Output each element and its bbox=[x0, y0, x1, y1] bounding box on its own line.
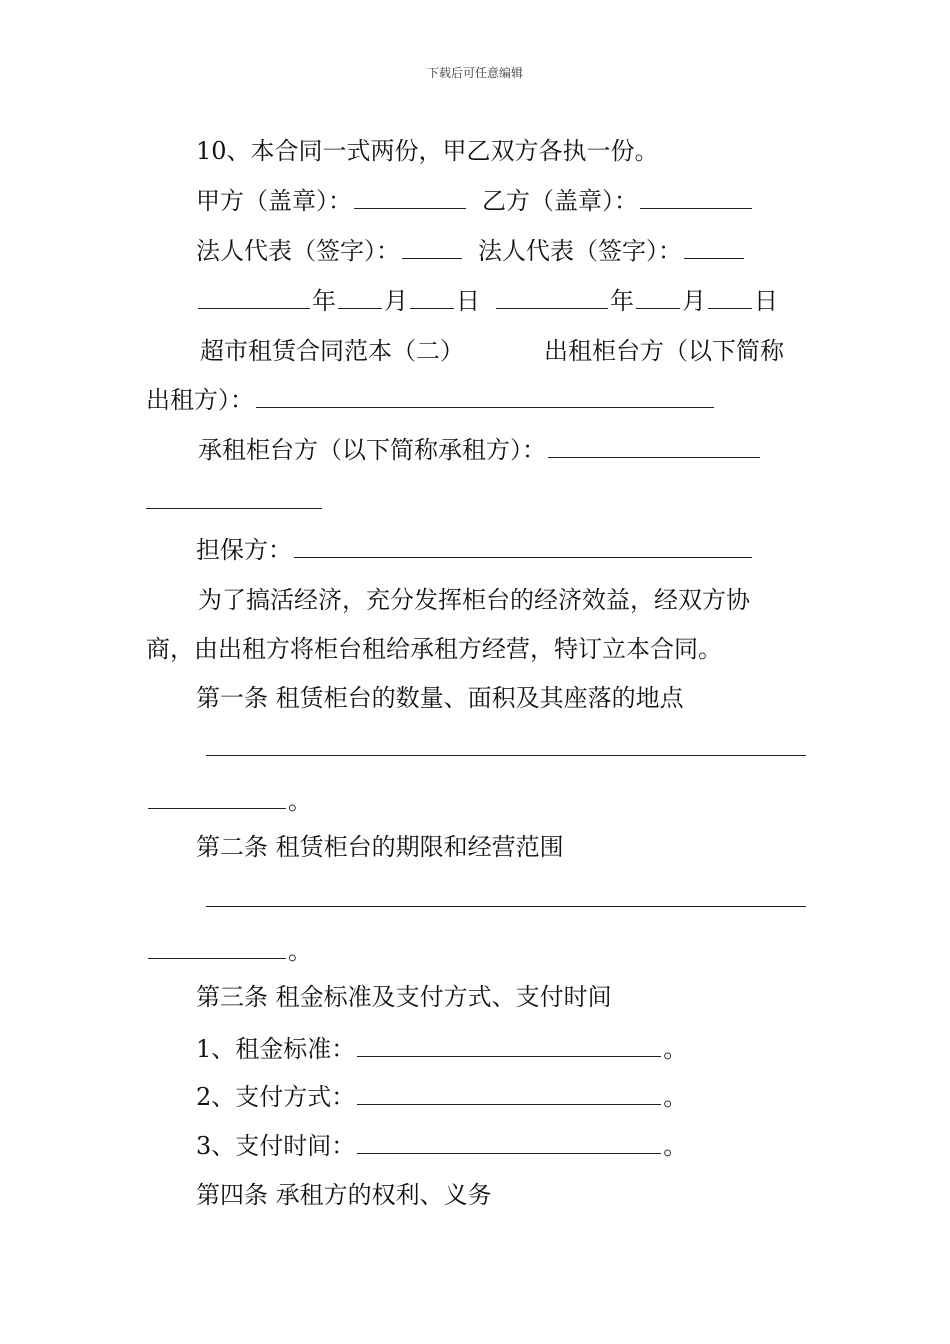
article-1-blank-cont bbox=[148, 786, 286, 809]
month-a-blank bbox=[338, 286, 382, 309]
day-a-label: 日 bbox=[456, 287, 480, 315]
preamble-line-2: 商，由出租方将柜台租给承租方经营，特订立本合同。 bbox=[146, 635, 722, 663]
article-2-period: 。 bbox=[288, 937, 312, 965]
year-a-blank bbox=[198, 286, 310, 309]
page-header-note: 下载后可任意编辑 bbox=[426, 66, 523, 80]
party-a-seal-label: 甲方（盖章）： bbox=[196, 187, 352, 215]
date-line bbox=[196, 286, 778, 316]
lessee-line bbox=[198, 435, 762, 465]
title-two: 超市租赁合同范本（二） bbox=[200, 337, 464, 365]
item-2-blank bbox=[357, 1082, 661, 1105]
month-b-blank bbox=[636, 286, 680, 309]
seal-line bbox=[196, 186, 754, 216]
party-b-seal-blank bbox=[640, 186, 752, 209]
article-2-blank bbox=[206, 906, 806, 907]
item-3-blank bbox=[357, 1131, 661, 1154]
year-b-label: 年 bbox=[610, 287, 634, 315]
article-2-blank-end bbox=[146, 936, 312, 966]
article-1-period: 。 bbox=[288, 787, 312, 815]
item-3-line bbox=[196, 1131, 687, 1161]
article-1-blank bbox=[206, 755, 806, 756]
item-1-line bbox=[196, 1034, 687, 1064]
legal-rep-a-blank bbox=[402, 236, 462, 259]
article-1-blank-end bbox=[146, 786, 312, 816]
party-a-seal-blank bbox=[354, 186, 466, 209]
item-1-blank bbox=[357, 1034, 661, 1057]
lessor-blank bbox=[256, 385, 714, 408]
lessor-label: 出租方）： bbox=[146, 386, 254, 414]
article-1-heading: 第一条 租赁柜台的数量、面积及其座落的地点 bbox=[196, 684, 684, 712]
legal-rep-a-label: 法人代表（签字）： bbox=[196, 237, 400, 265]
lessor-intro: 出租柜台方（以下简称 bbox=[544, 337, 784, 365]
day-a-blank bbox=[410, 286, 454, 309]
day-b-label: 日 bbox=[754, 287, 778, 315]
guarantor-line bbox=[196, 535, 754, 565]
lessor-line bbox=[146, 385, 716, 415]
year-a-label: 年 bbox=[312, 287, 336, 315]
legal-rep-line bbox=[196, 236, 746, 266]
item-1-period: 。 bbox=[663, 1035, 688, 1063]
item-3-label: 3、支付时间： bbox=[196, 1132, 356, 1160]
item-1-label: 1、租金标准： bbox=[196, 1035, 356, 1063]
legal-rep-b-label: 法人代表（签字）： bbox=[478, 237, 682, 265]
preamble-line-1: 为了搞活经济，充分发挥柜台的经济效益，经双方协 bbox=[198, 586, 750, 614]
lessee-blank-cont bbox=[146, 508, 322, 509]
lessee-label: 承租柜台方（以下简称承租方）： bbox=[198, 436, 546, 464]
item-2-line bbox=[196, 1082, 687, 1112]
party-b-seal-label: 乙方（盖章）： bbox=[482, 187, 638, 215]
guarantor-label: 担保方： bbox=[196, 536, 292, 564]
item-3-period: 。 bbox=[663, 1132, 688, 1160]
lessee-blank bbox=[548, 435, 760, 458]
article-3-heading: 第三条 租金标准及支付方式、支付时间 bbox=[196, 983, 612, 1011]
item-2-label: 2、支付方式： bbox=[196, 1083, 356, 1111]
month-a-label: 月 bbox=[384, 287, 408, 315]
article-2-heading: 第二条 租赁柜台的期限和经营范围 bbox=[196, 833, 564, 861]
year-b-blank bbox=[496, 286, 608, 309]
legal-rep-b-blank bbox=[684, 236, 744, 259]
clause-10: 10、本合同一式两份，甲乙双方各执一份。 bbox=[196, 137, 659, 165]
guarantor-blank bbox=[294, 535, 752, 558]
article-2-blank-cont bbox=[148, 936, 286, 959]
item-2-period: 。 bbox=[663, 1083, 688, 1111]
month-b-label: 月 bbox=[682, 287, 706, 315]
day-b-blank bbox=[708, 286, 752, 309]
article-4-heading: 第四条 承租方的权利、义务 bbox=[196, 1181, 492, 1209]
